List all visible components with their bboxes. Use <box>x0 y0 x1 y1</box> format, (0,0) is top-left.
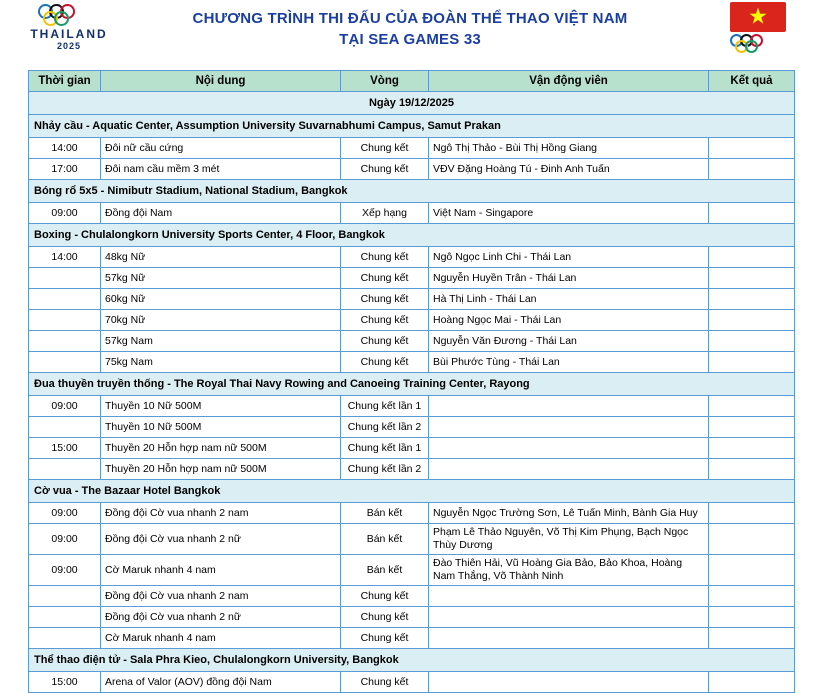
event-round: Chung kết <box>341 138 429 159</box>
event-result <box>709 289 795 310</box>
event-athlete: Phạm Lê Thảo Nguyên, Võ Thị Kim Phụng, Bạch Ngọc Thùy Dương <box>429 524 709 555</box>
event-time <box>29 268 101 289</box>
event-result <box>709 138 795 159</box>
page-title <box>120 8 700 50</box>
event-round: Chung kết <box>341 352 429 373</box>
event-time <box>29 586 101 607</box>
event-result <box>709 503 795 524</box>
table-row <box>29 289 795 310</box>
table-row <box>29 438 795 459</box>
event-time <box>29 352 101 373</box>
event-time <box>29 628 101 649</box>
sport-venue-row <box>29 224 795 247</box>
star-icon: ★ <box>748 3 768 29</box>
event-time: 17:00 <box>29 159 101 180</box>
table-row <box>29 159 795 180</box>
event-name: Thuyền 10 Nữ 500M <box>101 396 341 417</box>
event-round: Chung kết <box>341 586 429 607</box>
event-round: Bán kết <box>341 503 429 524</box>
event-result <box>709 586 795 607</box>
event-name: Đồng đội Cờ vua nhanh 2 nữ <box>101 607 341 628</box>
event-name: 75kg Nam <box>101 352 341 373</box>
event-name: 57kg Nam <box>101 331 341 352</box>
sport-venue-label: Nhảy cầu - Aquatic Center, Assumption University Suvarnabhumi Campus, Samut Prakan <box>29 115 795 138</box>
thailand-label: THAILAND <box>30 27 108 41</box>
event-athlete: VĐV Đặng Hoàng Tú - Đinh Anh Tuấn <box>429 159 709 180</box>
event-result <box>709 459 795 480</box>
event-time: 09:00 <box>29 396 101 417</box>
event-athlete: Hà Thị Linh - Thái Lan <box>429 289 709 310</box>
event-round: Chung kết <box>341 268 429 289</box>
event-result <box>709 672 795 693</box>
event-result <box>709 159 795 180</box>
event-time <box>29 417 101 438</box>
event-athlete: Hoàng Ngọc Mai - Thái Lan <box>429 310 709 331</box>
event-time <box>29 310 101 331</box>
event-name: Đồng đội Cờ vua nhanh 2 nam <box>101 586 341 607</box>
schedule-table-container <box>28 70 794 693</box>
column-header-athlete: Vận động viên <box>429 71 709 92</box>
sport-venue-row <box>29 373 795 396</box>
table-row <box>29 203 795 224</box>
event-round: Chung kết <box>341 607 429 628</box>
event-athlete <box>429 396 709 417</box>
table-header-row <box>29 71 795 92</box>
column-header-result: Kết quả <box>709 71 795 92</box>
column-header-content: Nội dung <box>101 71 341 92</box>
table-row <box>29 310 795 331</box>
date-label: Ngày 19/12/2025 <box>29 92 795 115</box>
event-time: 09:00 <box>29 555 101 586</box>
table-row <box>29 586 795 607</box>
event-athlete: Ngô Thị Thảo - Bùi Thị Hồng Giang <box>429 138 709 159</box>
thailand-2025-logo <box>26 4 112 60</box>
sport-venue-row <box>29 115 795 138</box>
date-row <box>29 92 795 115</box>
event-round: Chung kết <box>341 289 429 310</box>
sport-venue-row <box>29 180 795 203</box>
event-round: Chung kết <box>341 331 429 352</box>
table-row <box>29 459 795 480</box>
event-athlete <box>429 586 709 607</box>
event-time <box>29 331 101 352</box>
event-athlete <box>429 438 709 459</box>
title-line-2: TẠI SEA GAMES 33 <box>339 31 481 48</box>
event-time <box>29 289 101 310</box>
event-result <box>709 524 795 555</box>
event-name: Arena of Valor (AOV) đồng đội Nam <box>101 672 341 693</box>
event-athlete: Việt Nam - Singapore <box>429 203 709 224</box>
event-time: 09:00 <box>29 203 101 224</box>
event-name: Đồng đội Cờ vua nhanh 2 nam <box>101 503 341 524</box>
sport-venue-label: Cờ vua - The Bazaar Hotel Bangkok <box>29 480 795 503</box>
event-result <box>709 607 795 628</box>
table-body <box>29 92 795 693</box>
column-header-round: Vòng <box>341 71 429 92</box>
event-time: 14:00 <box>29 138 101 159</box>
event-result <box>709 417 795 438</box>
table-header <box>29 71 795 92</box>
event-athlete: Nguyễn Huyền Trân - Thái Lan <box>429 268 709 289</box>
event-name: 70kg Nữ <box>101 310 341 331</box>
event-name: Cờ Maruk nhanh 4 nam <box>101 555 341 586</box>
table-row <box>29 331 795 352</box>
event-result <box>709 555 795 586</box>
table-row <box>29 628 795 649</box>
event-result <box>709 203 795 224</box>
event-result <box>709 268 795 289</box>
sport-venue-label: Thể thao điện tử - Sala Phra Kieo, Chulalongkorn University, Bangkok <box>29 649 795 672</box>
event-name: Đồng đội Nam <box>101 203 341 224</box>
event-name: Thuyền 20 Hỗn hợp nam nữ 500M <box>101 438 341 459</box>
event-time: 14:00 <box>29 247 101 268</box>
event-result <box>709 438 795 459</box>
event-athlete: Nguyễn Văn Đương - Thái Lan <box>429 331 709 352</box>
event-round: Bán kết <box>341 524 429 555</box>
event-result <box>709 247 795 268</box>
table-row <box>29 555 795 586</box>
event-athlete <box>429 417 709 438</box>
event-result <box>709 352 795 373</box>
vietnam-flag-icon <box>730 2 786 32</box>
table-row <box>29 352 795 373</box>
table-row <box>29 524 795 555</box>
event-result <box>709 310 795 331</box>
vietnam-olympic-logo <box>718 2 798 60</box>
event-name: 60kg Nữ <box>101 289 341 310</box>
event-name: Đôi nữ cầu cứng <box>101 138 341 159</box>
event-time: 09:00 <box>29 524 101 555</box>
event-athlete: Nguyễn Ngọc Trường Sơn, Lê Tuấn Minh, Bành Gia Huy <box>429 503 709 524</box>
event-athlete <box>429 459 709 480</box>
event-name: 48kg Nữ <box>101 247 341 268</box>
table-row <box>29 396 795 417</box>
event-round: Chung kết <box>341 159 429 180</box>
column-header-time: Thời gian <box>29 71 101 92</box>
event-round: Chung kết lần 1 <box>341 438 429 459</box>
event-round: Chung kết <box>341 310 429 331</box>
olympic-rings-icon-small <box>730 34 786 54</box>
schedule-table <box>28 70 795 693</box>
table-row <box>29 417 795 438</box>
event-name: Cờ Maruk nhanh 4 nam <box>101 628 341 649</box>
title-line-1: CHƯƠNG TRÌNH THI ĐẤU CỦA ĐOÀN THỂ THAO VIỆT NAM <box>192 10 628 27</box>
event-round: Chung kết lần 2 <box>341 417 429 438</box>
event-round: Xếp hạng <box>341 203 429 224</box>
event-name: 57kg Nữ <box>101 268 341 289</box>
sport-venue-label: Boxing - Chulalongkorn University Sports Center, 4 Floor, Bangkok <box>29 224 795 247</box>
event-round: Bán kết <box>341 555 429 586</box>
sport-venue-label: Đua thuyền truyền thống - The Royal Thai Navy Rowing and Canoeing Training Center, Rayong <box>29 373 795 396</box>
event-round: Chung kết lần 2 <box>341 459 429 480</box>
event-time: 09:00 <box>29 503 101 524</box>
table-row <box>29 503 795 524</box>
event-round: Chung kết lần 1 <box>341 396 429 417</box>
event-time <box>29 459 101 480</box>
table-row <box>29 672 795 693</box>
event-round: Chung kết <box>341 628 429 649</box>
event-time <box>29 607 101 628</box>
event-name: Thuyền 20 Hỗn hợp nam nữ 500M <box>101 459 341 480</box>
thailand-year-label: 2025 <box>56 41 82 51</box>
table-row <box>29 268 795 289</box>
olympic-rings-icon <box>38 4 100 26</box>
event-athlete <box>429 628 709 649</box>
event-athlete: Đào Thiên Hải, Vũ Hoàng Gia Bảo, Bảo Khoa, Hoàng Nam Thắng, Võ Thành Ninh <box>429 555 709 586</box>
event-time: 15:00 <box>29 438 101 459</box>
event-name: Đồng đội Cờ vua nhanh 2 nữ <box>101 524 341 555</box>
table-row <box>29 247 795 268</box>
event-name: Đôi nam cầu mềm 3 mét <box>101 159 341 180</box>
event-athlete: Bùi Phước Tùng - Thái Lan <box>429 352 709 373</box>
event-athlete: Ngô Ngọc Linh Chi - Thái Lan <box>429 247 709 268</box>
event-athlete <box>429 672 709 693</box>
event-result <box>709 396 795 417</box>
sport-venue-label: Bóng rổ 5x5 - Nimibutr Stadium, National Stadium, Bangkok <box>29 180 795 203</box>
page-header <box>0 0 820 62</box>
event-time: 15:00 <box>29 672 101 693</box>
event-athlete <box>429 607 709 628</box>
sport-venue-row <box>29 480 795 503</box>
event-result <box>709 628 795 649</box>
event-name: Thuyền 10 Nữ 500M <box>101 417 341 438</box>
event-round: Chung kết <box>341 247 429 268</box>
event-round: Chung kết <box>341 672 429 693</box>
table-row <box>29 138 795 159</box>
table-row <box>29 607 795 628</box>
event-result <box>709 331 795 352</box>
sport-venue-row <box>29 649 795 672</box>
